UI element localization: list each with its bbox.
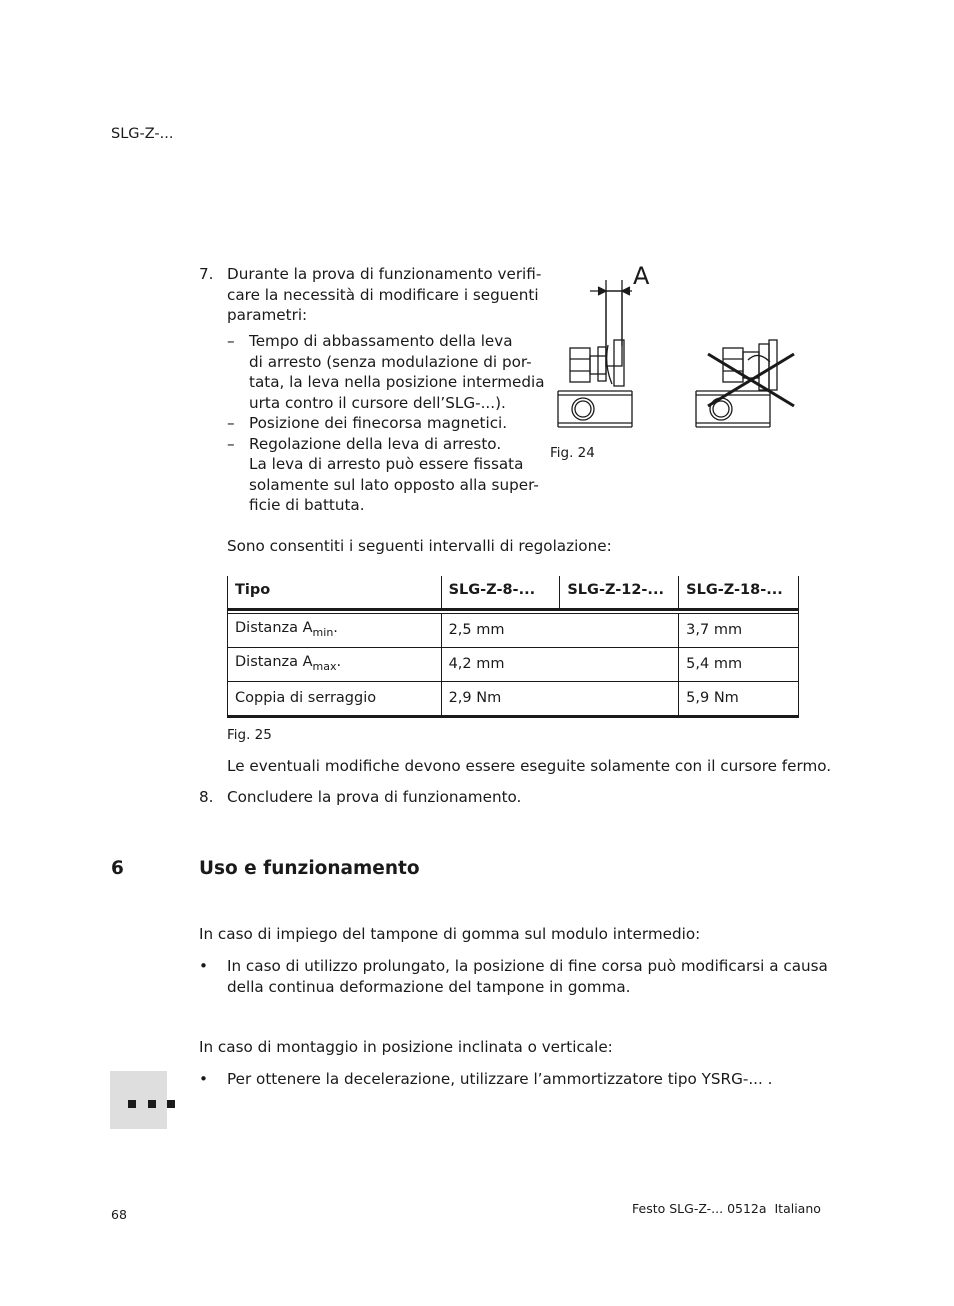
table-cell: 2,9 Nm	[441, 682, 679, 717]
list-item-line: urta contro il cursore dell’SLG-...).	[249, 393, 506, 412]
bullet-marker: •	[199, 957, 208, 975]
dimension-label-a: A	[633, 262, 650, 290]
list-item	[227, 413, 547, 434]
list-item	[227, 434, 547, 516]
arrowhead	[622, 287, 630, 295]
dash-marker: –	[227, 434, 235, 453]
arrowhead	[598, 287, 606, 295]
step-7-line: Durante la prova di funzionamento verifi-	[227, 265, 542, 283]
list-item-line: Regolazione della leva di arresto.	[249, 434, 502, 453]
step-7-text	[227, 264, 541, 326]
step-number-8: 8.	[199, 788, 214, 806]
dash-marker: –	[227, 414, 235, 432]
mounting-bullet-text: Per ottenere la decelerazione, utilizzare l’ammortizzatore tipo YSRG-... .	[227, 1070, 773, 1088]
table-cell: 3,7 mm	[679, 614, 799, 648]
row-label: Coppia di serraggio	[228, 682, 442, 717]
figure-24-drawing	[548, 260, 808, 440]
table-row	[228, 614, 799, 648]
table-cell: 5,4 mm	[679, 648, 799, 682]
row-label: Distanza $A_{min}$.	[228, 614, 442, 648]
table-row	[228, 682, 799, 717]
table-row	[228, 648, 799, 682]
bullet-line: In caso di utilizzo prolungato, la posizione di fine corsa può modificarsi a causa	[227, 957, 828, 975]
adjustment-table	[227, 576, 799, 718]
list-item-line: La leva di arresto può essere fissata	[249, 455, 524, 473]
step-7-line: parametri:	[227, 306, 308, 324]
page-number: 68	[111, 1207, 127, 1222]
column-header: SLG-Z-8-...	[441, 576, 560, 610]
parameter-list	[227, 331, 547, 516]
section-number: 6	[111, 858, 124, 879]
list-item-line: Posizione dei finecorsa magnetici.	[249, 414, 508, 432]
step-number-7: 7.	[199, 265, 214, 283]
step-8-text: Concludere la prova di funzionamento.	[227, 788, 522, 806]
column-header: SLG-Z-18-...	[679, 576, 799, 610]
table-cell: 4,2 mm	[441, 648, 679, 682]
continuation-dot	[128, 1100, 136, 1108]
rubber-paragraph: In caso di impiego del tampone di gomma sul modulo intermedio:	[199, 925, 701, 943]
figure-24-caption: Fig. 24	[550, 445, 595, 461]
continuation-dot	[148, 1100, 156, 1108]
figure-25-caption: Fig. 25	[227, 727, 272, 743]
list-item-line: solamente sul lato opposto alla super-	[249, 475, 539, 494]
column-header: Tipo	[228, 576, 442, 610]
section-title: Uso e funzionamento	[199, 858, 420, 879]
table-cell: 2,5 mm	[441, 614, 679, 648]
running-header: SLG-Z-...	[111, 126, 174, 142]
rubber-bullet-text	[227, 956, 828, 997]
footer-doc-info: Festo SLG-Z-... 0512a Italiano	[632, 1201, 821, 1216]
list-item-line: di arresto (senza modulazione di por-	[249, 352, 532, 371]
list-item	[227, 331, 547, 413]
mounting-paragraph: In caso di montaggio in posizione inclinata o verticale:	[199, 1038, 613, 1056]
continuation-dot	[167, 1100, 175, 1108]
bullet-marker: •	[199, 1070, 208, 1088]
cross-out-mark	[708, 354, 794, 406]
incorrect-mounting-example	[696, 340, 777, 427]
list-item-line: Tempo di abbassamento della leva	[249, 332, 513, 350]
column-header: SLG-Z-12-...	[560, 576, 679, 610]
list-item-line: tata, la leva nella posizione intermedia	[249, 373, 545, 391]
bullet-line: della continua deformazione del tampone in gomma.	[227, 977, 631, 996]
changes-note: Le eventuali modifiche devono essere eseguite solamente con il cursore fermo.	[227, 757, 832, 775]
dash-marker: –	[227, 332, 235, 350]
step-7-line: care la necessità di modificare i seguenti	[227, 285, 539, 304]
list-item-line: ficie di battuta.	[249, 496, 365, 514]
ranges-intro: Sono consentiti i seguenti intervalli di regolazione:	[227, 537, 612, 555]
table-cell: 5,9 Nm	[679, 682, 799, 717]
table-header-row	[228, 576, 799, 610]
row-label: Distanza $A_{max}$.	[228, 648, 442, 682]
continuation-marker	[110, 1071, 167, 1129]
